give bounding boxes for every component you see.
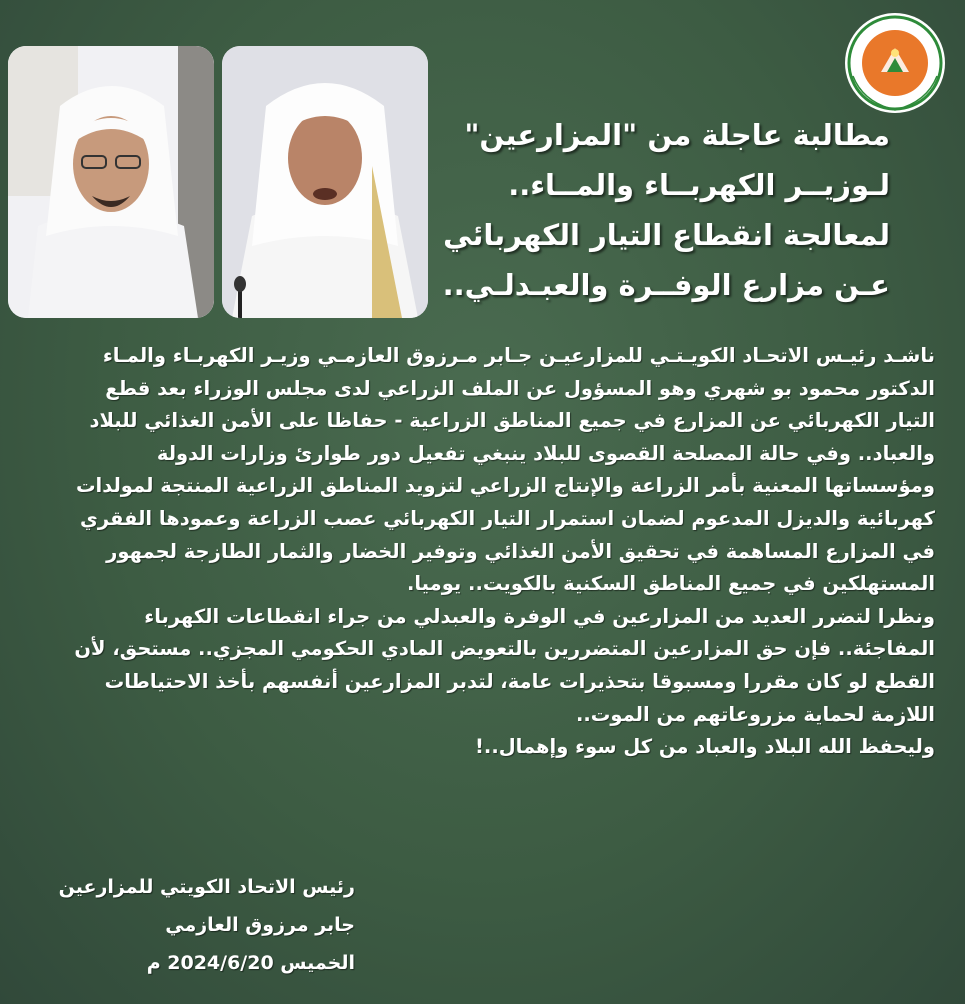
headline — [420, 110, 890, 310]
body-line: وليحفظ الله البلاد والعباد من كل سوء وإهمال..! — [475, 735, 935, 759]
body-line: اللازمة لحماية مزروعاتهم من الموت.. — [575, 702, 935, 726]
body-line: ونظرا لتضرر العديد من المزارعين في الوفرة والعبدلي من جراء انقطاعات الكهرباء — [144, 604, 935, 628]
portrait-left-icon — [8, 46, 214, 318]
body-line: المفاجئة.. فإن حق المزارعين المتضررين بالتعويض المادي الحكومي المجزي.. مستحق، لأن — [74, 637, 935, 661]
portrait-right-icon — [222, 46, 428, 318]
headline-line: لـوزيــر الكهربــاء والمــاء.. — [508, 168, 890, 202]
photo-official-left — [8, 46, 214, 318]
body-line: والعباد.. وفي حالة المصلحة القصوى للبلاد ينبغي تفعيل دور طوارئ وزارات الدولة — [156, 441, 935, 465]
headline-line: عـن مزارع الوفــرة والعبـدلـي.. — [442, 268, 890, 302]
federation-emblem-icon — [843, 6, 947, 120]
body-line: كهربائية والديزل المدعوم لضمان استمرار التيار الكهربائي عصب الزراعة وعمودها الفقري — [80, 506, 935, 530]
signature-title: رئيس الاتحاد الكويتي للمزارعين — [58, 876, 355, 898]
headline-line: لمعالجة انقطاع التيار الكهربائي — [443, 218, 890, 252]
signature-name: جابر مرزوق العازمي — [165, 914, 355, 936]
body-line: ناشـد رئيـس الاتحـاد الكويـتـي للمزارعيـن جـابر مـرزوق العازمـي وزيـر الكهربـاء والمـاء — [102, 344, 935, 367]
body-line: المستهلكين في جميع المناطق السكنية بالكويت.. يوميا. — [406, 572, 935, 596]
signature-block — [30, 868, 355, 982]
body-line: في المزارع المساهمة في تحقيق الأمن الغذائي وتوفير الخضار والثمار الطازجة لجمهور — [106, 539, 935, 563]
body-line: ومؤسساتها المعنية بأمر الزراعة والإنتاج الزراعي لتزويد المناطق الزراعية المنتجة لمولدات — [75, 474, 935, 498]
article-body — [30, 340, 935, 764]
headline-line: مطالبة عاجلة من "المزارعين" — [464, 118, 890, 152]
body-line: القطع لو كان مقررا ومسبوقا بتحذيرات عامة، لتدبر المزارعين أنفسهم بأخذ الاحتياطات — [104, 669, 935, 693]
signature-date: الخميس 2024/6/20 م — [146, 952, 355, 974]
body-line: الدكتور محمود بو شهري وهو المسؤول عن الملف الزراعي لدى مجلس الوزراء بعد قطع — [105, 376, 935, 400]
photo-official-right — [222, 46, 428, 318]
federation-logo — [843, 6, 947, 120]
body-line: التيار الكهربائي عن المزارع في جميع المناطق الزراعية - حفاظا على الأمن الغذائي للبلاد — [89, 409, 935, 433]
